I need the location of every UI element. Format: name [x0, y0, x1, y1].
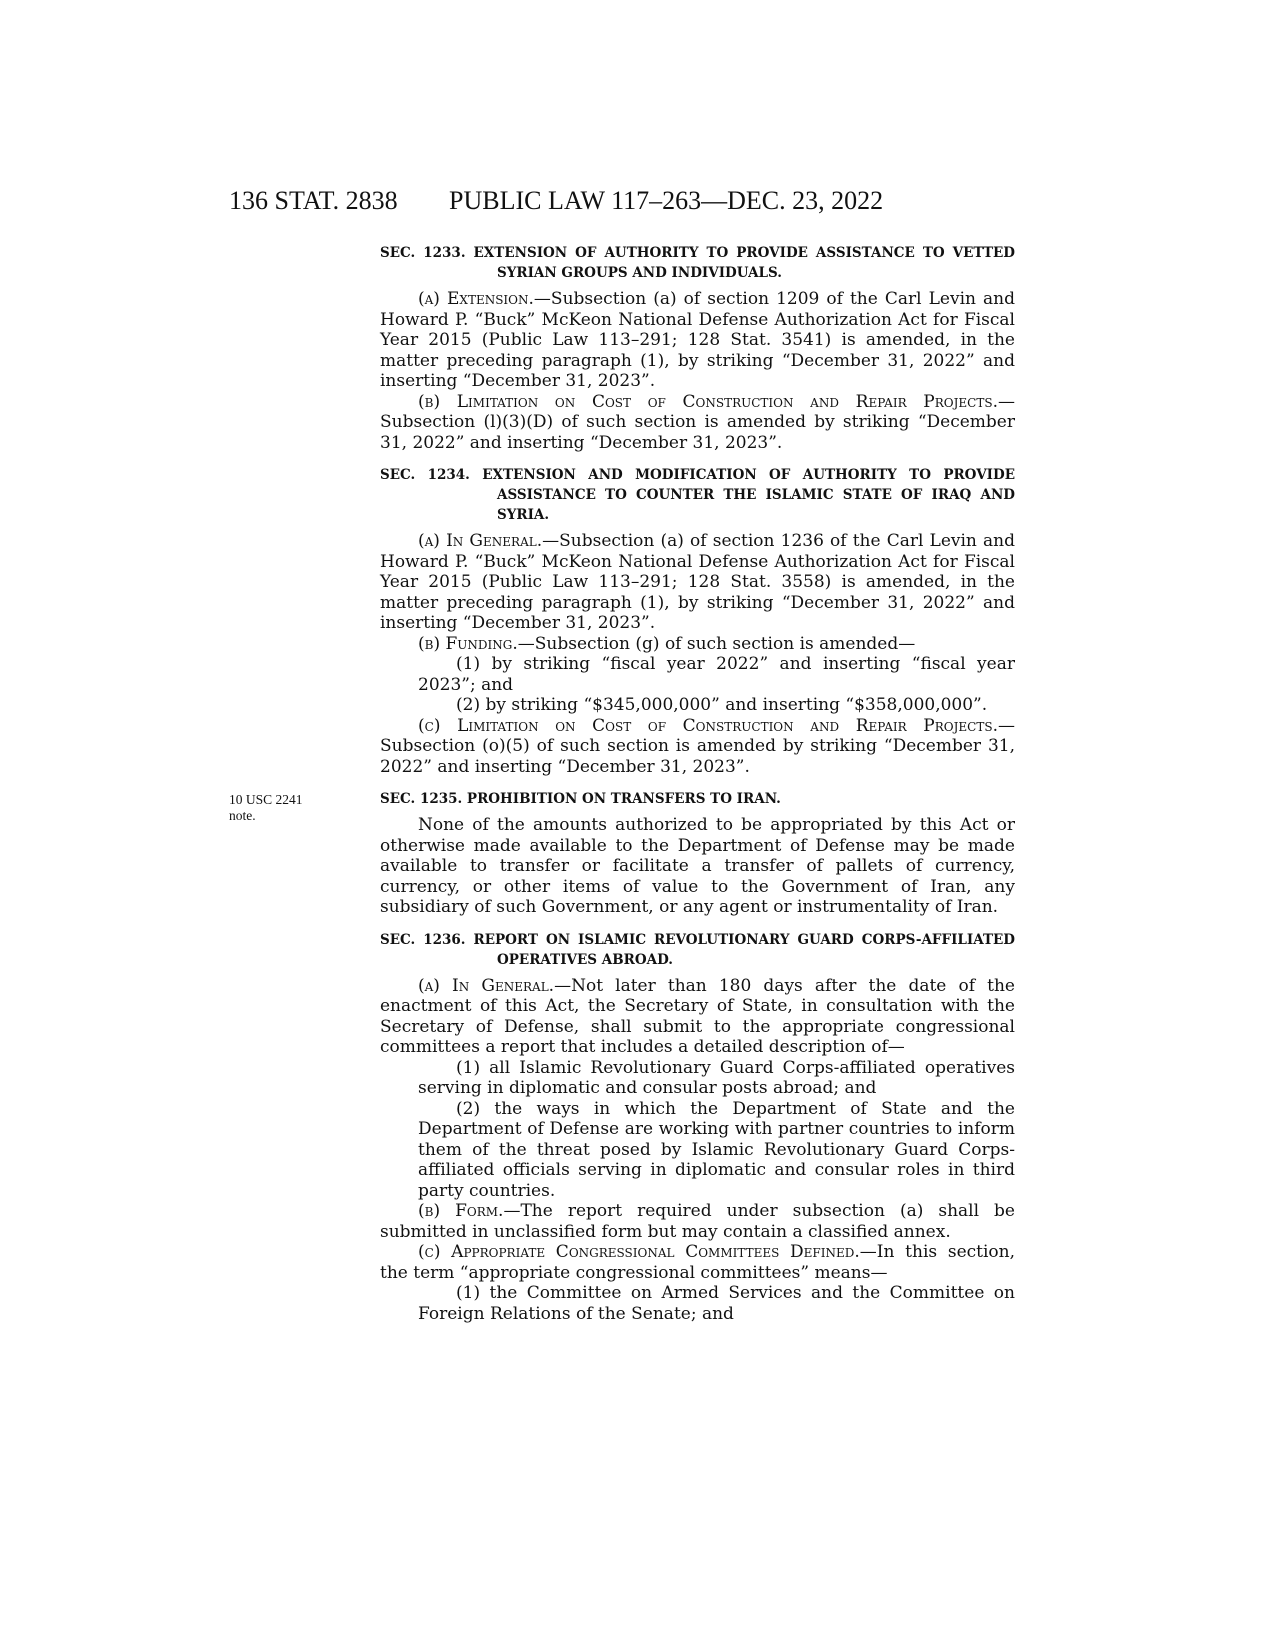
sec1236-a-text: —Not later than 180 days after the date of the enactment of this Act, the Secretary of State, in consultation with the Secretary of Defense, shall submit to the appropriate congressional committees a report that includes a detailed description of—: [380, 975, 1015, 1057]
page-folio: 136 STAT. 2838: [229, 186, 398, 215]
sec1233-b-label: (b) Limitation on Cost of Construction and Repair Projects.: [418, 391, 998, 412]
sec1234-b-text: —Subsection (g) of such section is amended—: [517, 633, 916, 654]
margin-note-suffix: note.: [229, 808, 256, 823]
section-heading-1235: SEC. 1235. PROHIBITION ON TRANSFERS TO IRAN.: [380, 791, 781, 807]
sec1236-c-paragraph-1: (1) the Committee on Armed Services and the Committee on Foreign Relations of the Senate; and: [418, 1283, 1015, 1324]
sec1233-a-text: —Subsection (a) of section 1209 of the Carl Levin and Howard P. “Buck” McKeon National Defense Authorization Act for Fiscal Year 2015 (Public Law 113–291; 128 Stat. 3541) is amended, in the matter preceding paragraph (1), by striking “December 31, 2022” and inserting “December 31, 2023”.: [380, 289, 1015, 391]
sec1234-subsection-b: [380, 634, 1015, 655]
sec1236-subsection-c: [380, 1242, 1015, 1283]
section-heading-1234: SEC. 1234. EXTENSION AND MODIFICATION OF AUTHORITY TO PROVIDE ASSISTANCE TO COUNTER THE ISLAMIC STATE OF IRAQ AND SYRIA.: [380, 467, 1015, 523]
sec1236-subsection-b: [380, 1201, 1015, 1242]
sec1236-a-paragraph-1: (1) all Islamic Revolutionary Guard Corps-affiliated operatives serving in diplomatic and consular posts abroad; and: [418, 1057, 1015, 1098]
text-column: [380, 243, 1015, 1324]
sec1236-a-label: (a) In General.: [418, 975, 555, 996]
sec1236-c-label: (c) Appropriate Congressional Committees Defined.: [418, 1242, 860, 1262]
sec1233-b-text: —Subsection (l)(3)(D) of such section is amended by striking “December 31, 2022” and inserting “December 31, 2023”.: [380, 391, 1015, 453]
sec1234-b-label: (b) Funding.: [418, 633, 518, 654]
sec1234-a-text: —Subsection (a) of section 1236 of the Carl Levin and Howard P. “Buck” McKeon National Defense Authorization Act for Fiscal Year 2015 (Public Law 113–291; 128 Stat. 3558) is amended, in the matter preceding paragraph (1), by striking “December 31, 2022” and inserting “December 31, 2023”.: [380, 531, 1015, 633]
sec1233-subsection-b: [380, 392, 1015, 454]
margin-note: [229, 792, 349, 824]
sec1236-a-paragraph-2: (2) the ways in which the Department of State and the Department of Defense are working with partner countries to inform them of the threat posed by Islamic Revolutionary Guard Corps-affiliated officials serving in diplomatic and consular roles in third party countries.: [418, 1098, 1015, 1201]
sec1234-c-label: (c) Limitation on Cost of Construction and Repair Projects.: [418, 715, 998, 736]
sec1236-b-text: —The report required under subsection (a) shall be submitted in unclassified form but may contain a classified annex.: [380, 1201, 1015, 1242]
sec1234-b-paragraph-2: (2) by striking “$345,000,000” and inserting “$358,000,000”.: [456, 695, 988, 715]
sec1234-subsection-a: [380, 531, 1015, 634]
sec1235-text: None of the amounts authorized to be appropriated by this Act or otherwise made available to the Department of Defense may be made available to transfer or facilitate a transfer of pallets of currency, currency, or other items of value to the Government of Iran, any subsidiary of such Government, or any agent or instrumentality of Iran.: [380, 815, 1015, 917]
law-title: PUBLIC LAW 117–263—DEC. 23, 2022: [449, 186, 884, 215]
sec1234-a-label: (a) In General.: [418, 531, 543, 551]
section-heading-1236: SEC. 1236. REPORT ON ISLAMIC REVOLUTIONARY GUARD CORPS-AFFILIATED OPERATIVES ABROAD.: [380, 931, 1015, 968]
sec1234-b-paragraph-1: (1) by striking “fiscal year 2022” and inserting “fiscal year 2023”; and: [418, 654, 1015, 695]
section-heading-1233: SEC. 1233. EXTENSION OF AUTHORITY TO PROVIDE ASSISTANCE TO VETTED SYRIAN GROUPS AND INDIVIDUALS.: [380, 245, 1015, 281]
sec1236-c-text: —In this section, the term “appropriate congressional committees” means—: [380, 1242, 1016, 1283]
sec1233-subsection-a: [380, 289, 1015, 392]
sec1234-c-text: —Subsection (o)(5) of such section is amended by striking “December 31, 2022” and inserting “December 31, 2023”.: [380, 715, 1015, 777]
sec1234-subsection-c: [380, 716, 1015, 778]
sec1236-subsection-a: [380, 976, 1015, 1058]
sec1233-a-label: (a) Extension.: [418, 289, 534, 309]
margin-note-citation: 10 USC 2241: [229, 792, 303, 807]
sec1236-b-label: (b) Form.: [418, 1201, 504, 1221]
